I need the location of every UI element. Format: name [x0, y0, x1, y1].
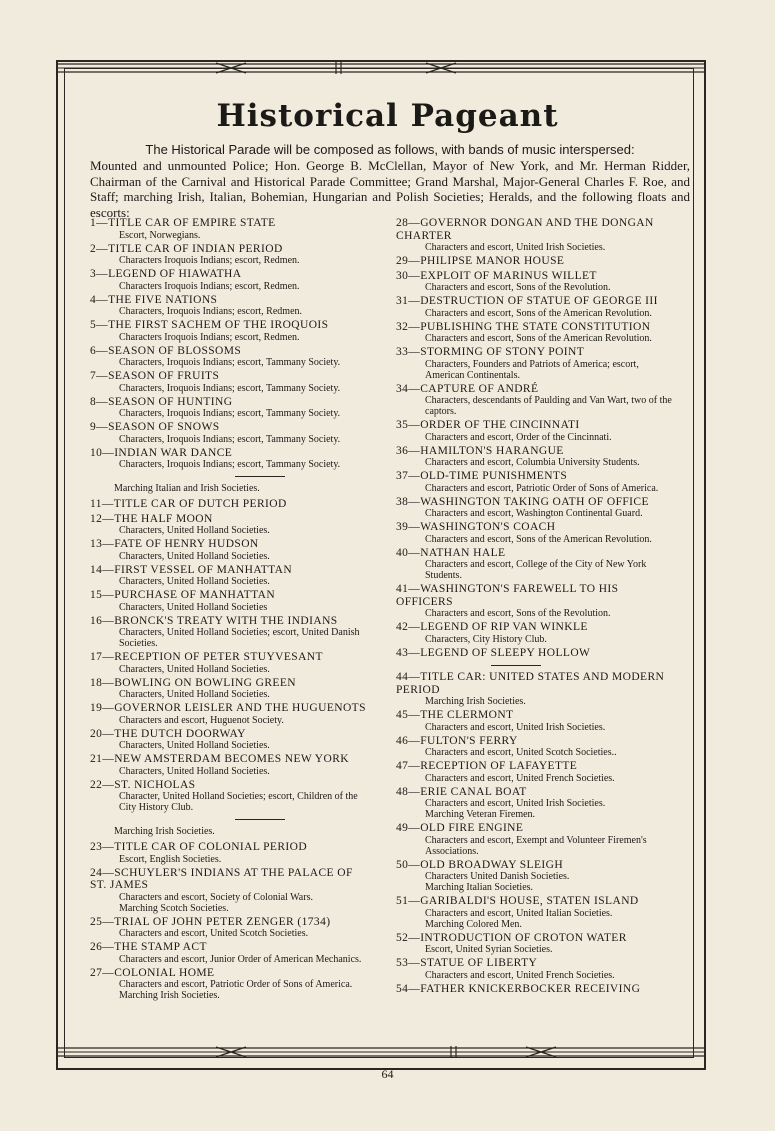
- entry-heading: [396, 735, 676, 748]
- entry-number: 31—: [396, 295, 421, 307]
- entry-number: 46—: [396, 734, 421, 747]
- entry-detail: Characters and escort, Order of the Cincinnati.: [425, 431, 612, 443]
- entry-title: WASHINGTON'S COACH: [420, 521, 556, 533]
- marching-note: Marching Irish Societies.: [425, 696, 526, 707]
- entry-title: SEASON OF FRUITS: [108, 370, 220, 382]
- entry-number: 53—: [396, 957, 421, 969]
- entry-title: RECEPTION OF PETER STUYVESANT: [114, 651, 323, 663]
- entry-heading: [90, 841, 370, 854]
- pageant-entry: [90, 651, 370, 675]
- pageant-entry: [90, 294, 370, 318]
- entry-heading: [396, 470, 676, 483]
- entry-title: WASHINGTON'S FAREWELL TO HIS OFFICERS: [396, 583, 619, 608]
- entry-heading: [90, 651, 370, 664]
- entry-heading: [90, 370, 370, 383]
- entry-number: 8—: [90, 395, 109, 408]
- entry-heading: [396, 547, 676, 560]
- pageant-entry: [90, 268, 370, 292]
- entry-heading: [396, 321, 676, 334]
- top-ornament: [56, 62, 706, 74]
- entry-number: 38—: [396, 495, 421, 508]
- entry-detail: Characters and escort, Washington Continental Guard.: [425, 508, 643, 519]
- entry-title: OLD BROADWAY SLEIGH: [420, 858, 564, 871]
- entry-detail: Characters and escort, United French Societies.: [425, 772, 615, 784]
- entry-number: 34—: [396, 382, 421, 395]
- entry-detail: Characters and escort, Huguenot Society.: [119, 714, 284, 726]
- entry-heading: [90, 243, 370, 256]
- entry-heading: [396, 760, 676, 773]
- entry-detail: Escort, United Syrian Societies.: [425, 944, 553, 955]
- entry-heading: [90, 268, 370, 281]
- entry-title: STATUE OF LIBERTY: [420, 957, 538, 969]
- pageant-entry: [90, 916, 370, 940]
- marching-note: Marching Scotch Societies.: [119, 902, 229, 914]
- pageant-entry: [90, 753, 370, 777]
- entry-number: 10—: [90, 446, 115, 459]
- entry-heading: [90, 564, 370, 577]
- right-column: [396, 217, 676, 997]
- entry-number: 43—: [396, 646, 421, 659]
- entry-number: 28—: [396, 217, 421, 229]
- entry-detail: Character, United Holland Societies; escort, Children of the City History Club.: [119, 791, 358, 813]
- entry-number: 19—: [90, 702, 115, 714]
- entry-detail: Characters, Iroquois Indians; escort, Tammany Society.: [119, 408, 341, 419]
- entry-number: 32—: [396, 320, 421, 333]
- entry-title: STORMING OF STONY POINT: [420, 346, 585, 358]
- entry-title: WASHINGTON TAKING OATH OF OFFICE: [420, 495, 649, 508]
- entry-heading: [90, 421, 370, 434]
- entry-number: 21—: [90, 753, 115, 765]
- entry-number: 3—: [90, 268, 109, 280]
- entry-number: 13—: [90, 538, 115, 550]
- entry-detail: Characters, United Holland Societies.: [119, 740, 270, 751]
- entry-title: ST. NICHOLAS: [114, 778, 196, 791]
- entry-detail: Characters, Iroquois Indians; escort, Tammany Society.: [119, 357, 341, 368]
- pageant-entry: [396, 255, 676, 268]
- entry-title: FATE OF HENRY HUDSON: [114, 538, 259, 550]
- entry-heading: [396, 621, 676, 634]
- pageant-entry: [90, 615, 370, 650]
- pageant-entry: [396, 321, 676, 345]
- entry-detail: Characters and escort, United Scotch Societies..: [425, 747, 617, 758]
- entry-detail: Characters Iroquois Indians; escort, Redmen.: [119, 255, 300, 266]
- entry-heading: [396, 957, 676, 970]
- pageant-entry: [90, 967, 370, 1002]
- entry-detail: Characters and escort, Sons of the American Revolution.: [425, 307, 652, 319]
- entry-heading: [90, 513, 370, 526]
- entry-detail: Characters and escort, United French Societies.: [425, 969, 615, 981]
- entry-number: 16—: [90, 614, 115, 627]
- entry-title: GOVERNOR DONGAN AND THE DONGAN CHARTER: [396, 217, 654, 242]
- entry-number: 50—: [396, 858, 421, 871]
- entry-number: 33—: [396, 346, 421, 358]
- entry-heading: [396, 496, 676, 509]
- entry-title: THE FIRST SACHEM OF THE IROQUOIS: [108, 319, 329, 331]
- entry-number: 35—: [396, 419, 421, 431]
- pageant-entry: [396, 270, 676, 294]
- entry-heading: [90, 319, 370, 332]
- entry-number: 7—: [90, 370, 109, 382]
- pageant-entry: [90, 217, 370, 241]
- entry-title: THE FIVE NATIONS: [108, 293, 218, 306]
- pageant-entry: [396, 521, 676, 545]
- entry-title: LEGEND OF RIP VAN WINKLE: [420, 621, 588, 633]
- entry-number: 23—: [90, 841, 115, 853]
- entry-title: THE HALF MOON: [114, 512, 213, 525]
- entry-title: ORDER OF THE CINCINNATI: [420, 419, 580, 431]
- entry-detail: Characters and escort, Sons of the Revolution.: [425, 608, 611, 619]
- entry-title: BRONCK'S TREATY WITH THE INDIANS: [114, 614, 338, 627]
- pageant-entry: [90, 589, 370, 613]
- entry-title: PHILIPSE MANOR HOUSE: [420, 255, 565, 267]
- entry-detail: Characters, United Holland Societies: [119, 601, 268, 613]
- entry-heading: [396, 445, 676, 458]
- pageant-entry: [396, 547, 676, 582]
- entry-heading: [90, 447, 370, 460]
- pageant-entry: [396, 735, 676, 759]
- entry-title: SEASON OF HUNTING: [108, 395, 233, 408]
- pageant-entry: [396, 647, 676, 660]
- entry-title: TITLE CAR OF COLONIAL PERIOD: [114, 841, 308, 853]
- pageant-entry: [396, 671, 676, 707]
- entry-number: 36—: [396, 444, 421, 457]
- entry-detail: Characters and escort, Columbia University Students.: [425, 457, 640, 468]
- entry-detail: Characters, Iroquois Indians; escort, Tammany Society.: [119, 382, 341, 394]
- entry-heading: [396, 895, 676, 908]
- entry-number: 11—: [90, 498, 114, 510]
- entry-heading: [396, 932, 676, 945]
- entry-detail: Characters and escort, Exempt and Volunteer Firemen's Associations.: [425, 834, 647, 857]
- pageant-entry: [90, 941, 370, 965]
- entry-detail: Characters Iroquois Indians; escort, Redmen.: [119, 280, 300, 292]
- entry-detail: Characters and escort, United Scotch Societies.: [119, 928, 309, 939]
- entry-number: 12—: [90, 512, 115, 525]
- pageant-entry: [396, 786, 676, 821]
- entry-number: 51—: [396, 895, 421, 907]
- pageant-entry: [90, 345, 370, 369]
- pageant-entry: [90, 513, 370, 537]
- entry-heading: [396, 671, 676, 696]
- entry-detail: Characters, Iroquois Indians; escort, Tammany Society.: [119, 459, 341, 470]
- pageant-entry: [396, 295, 676, 319]
- pageant-entry: [90, 538, 370, 562]
- page-number: 64: [381, 1067, 394, 1081]
- pageant-entry: [396, 859, 676, 894]
- entry-title: TRIAL OF JOHN PETER ZENGER (1734): [114, 915, 331, 928]
- entry-number: 24—: [90, 866, 115, 879]
- entry-title: GOVERNOR LEISLER AND THE HUGUENOTS: [114, 702, 366, 714]
- entry-heading: [90, 941, 370, 954]
- pageant-entry: [396, 932, 676, 956]
- entry-heading: [396, 419, 676, 432]
- entry-number: 26—: [90, 941, 115, 953]
- pageant-entry: [90, 319, 370, 343]
- entry-title: EXPLOIT OF MARINUS WILLET: [420, 269, 597, 282]
- entry-number: 44—: [396, 671, 421, 683]
- entry-title: NEW AMSTERDAM BECOMES NEW YORK: [114, 753, 349, 765]
- entry-title: PUBLISHING THE STATE CONSTITUTION: [420, 320, 651, 333]
- marching-note: Marching Irish Societies.: [114, 826, 215, 837]
- entry-heading: [90, 589, 370, 602]
- entry-detail: Characters and escort, United Italian Societies.: [425, 907, 613, 919]
- entry-title: THE DUTCH DOORWAY: [114, 727, 246, 740]
- entry-heading: [90, 916, 370, 929]
- entry-number: 20—: [90, 727, 115, 740]
- pageant-entry: [396, 983, 676, 996]
- entry-heading: [90, 702, 370, 715]
- entry-number: 29—: [396, 255, 421, 267]
- entry-number: 48—: [396, 785, 421, 798]
- pageant-entry: [396, 621, 676, 645]
- entry-title: TITLE CAR OF EMPIRE STATE: [108, 217, 276, 229]
- bottom-ornament: [56, 1046, 706, 1058]
- entry-title: FIRST VESSEL OF MANHATTAN: [114, 563, 293, 576]
- entry-title: TITLE CAR OF DUTCH PERIOD: [113, 498, 287, 510]
- entry-heading: [90, 615, 370, 628]
- entry-title: FULTON'S FERRY: [420, 734, 518, 747]
- entry-number: 18—: [90, 676, 115, 689]
- pageant-entry: [396, 470, 676, 494]
- entry-detail: Characters, United Holland Societies; escort, United Danish Societies.: [119, 627, 360, 649]
- entry-heading: [396, 346, 676, 359]
- entry-title: COLONIAL HOME: [114, 966, 215, 979]
- entry-number: 30—: [396, 269, 421, 282]
- left-column: [90, 217, 370, 1003]
- marching-note: Marching Veteran Firemen.: [425, 809, 536, 820]
- entry-detail: Characters and escort, Sons of the American Revolution.: [425, 533, 652, 545]
- entry-heading: [396, 270, 676, 283]
- entry-detail: Escort, Norwegians.: [119, 229, 201, 241]
- entry-title: OLD-TIME PUNISHMENTS: [420, 470, 568, 482]
- entry-heading: [396, 217, 676, 242]
- pageant-entry: [396, 957, 676, 981]
- pageant-entry: [90, 867, 370, 914]
- pageant-entry: [396, 346, 676, 381]
- pageant-entry: [396, 496, 676, 520]
- entry-heading: [396, 295, 676, 308]
- entry-title: THE STAMP ACT: [114, 941, 207, 953]
- entry-detail: Characters United Danish Societies.: [425, 871, 570, 882]
- entry-detail: Characters, Founders and Patriots of America; escort, American Continentals.: [425, 358, 639, 381]
- entry-title: HAMILTON'S HARANGUE: [420, 444, 564, 457]
- pageant-entry: [90, 677, 370, 701]
- entry-number: 40—: [396, 546, 421, 559]
- entry-number: 49—: [396, 822, 421, 834]
- entry-number: 2—: [90, 242, 109, 255]
- entry-heading: [90, 345, 370, 358]
- entry-detail: Characters, Iroquois Indians; escort, Redmen.: [119, 306, 303, 317]
- entry-title: INDIAN WAR DANCE: [114, 446, 233, 459]
- entry-number: 14—: [90, 563, 115, 576]
- section-divider: [491, 665, 541, 666]
- entry-detail: Characters, United Holland Societies.: [119, 550, 270, 562]
- entry-heading: [396, 255, 676, 268]
- entry-title: CAPTURE OF ANDRÉ: [420, 382, 539, 395]
- entry-number: 6—: [90, 344, 109, 357]
- entry-detail: Characters Iroquois Indians; escort, Redmen.: [119, 331, 300, 343]
- entry-detail: Characters, United Holland Societies.: [119, 689, 270, 700]
- entry-number: 22—: [90, 778, 115, 791]
- entry-title: BOWLING ON BOWLING GREEN: [114, 676, 296, 689]
- entry-title: RECEPTION OF LAFAYETTE: [420, 760, 578, 772]
- entry-number: 17—: [90, 651, 115, 663]
- page-title: Historical Pageant: [216, 98, 559, 134]
- entry-heading: [90, 294, 370, 307]
- entry-heading: [90, 728, 370, 741]
- pageant-entry: [396, 760, 676, 784]
- entry-heading: [90, 217, 370, 230]
- entry-title: FATHER KNICKERBOCKER RECEIVING: [420, 982, 641, 995]
- entry-heading: [396, 983, 676, 996]
- entry-detail: Characters, descendants of Paulding and Van Wart, two of the captors.: [425, 395, 672, 417]
- entry-heading: [90, 753, 370, 766]
- pageant-entry: [396, 419, 676, 443]
- entry-detail: Characters and escort, Junior Order of American Mechanics.: [119, 953, 362, 965]
- pageant-entry: [90, 243, 370, 267]
- entry-title: TITLE CAR OF INDIAN PERIOD: [108, 242, 283, 255]
- entry-number: 27—: [90, 966, 115, 979]
- entry-number: 1—: [90, 217, 109, 229]
- pageant-entry: [396, 383, 676, 418]
- pageant-entry: [90, 728, 370, 752]
- pageant-entry: [90, 841, 370, 865]
- pageant-entry: [90, 779, 370, 814]
- pageant-entry: [396, 822, 676, 857]
- entry-number: 25—: [90, 915, 115, 928]
- entry-detail: Characters, Iroquois Indians; escort, Tammany Society.: [119, 433, 341, 445]
- entry-detail: Characters, City History Club.: [425, 633, 547, 645]
- marching-note: Marching Italian and Irish Societies.: [114, 483, 260, 494]
- pageant-entry: [396, 445, 676, 469]
- entry-detail: Characters, United Holland Societies.: [119, 765, 270, 777]
- entry-number: 42—: [396, 621, 421, 633]
- entry-detail: Characters and escort, Sons of the Revolution.: [425, 282, 611, 293]
- entry-number: 47—: [396, 760, 421, 772]
- entry-heading: [396, 709, 676, 722]
- entry-title: PURCHASE OF MANHATTAN: [114, 589, 276, 601]
- entry-heading: [90, 867, 370, 892]
- entry-heading: [90, 779, 370, 792]
- entry-heading: [90, 967, 370, 980]
- marching-note: Marching Irish Societies.: [119, 990, 220, 1001]
- entry-number: 37—: [396, 470, 421, 482]
- entry-title: ERIE CANAL BOAT: [420, 785, 527, 798]
- entry-detail: Characters and escort, College of the City of New York Students.: [425, 559, 647, 581]
- pageant-entry: [396, 583, 676, 619]
- entry-detail: Characters and escort, Patriotic Order of Sons of America.: [119, 979, 353, 990]
- entry-heading: [396, 383, 676, 396]
- pageant-entry: [90, 396, 370, 420]
- entry-number: 52—: [396, 931, 421, 944]
- entry-heading: [396, 583, 676, 608]
- entry-detail: Characters and escort, Patriotic Order of Sons of America.: [425, 482, 659, 494]
- entry-title: SCHUYLER'S INDIANS AT THE PALACE OF ST. JAMES: [90, 866, 353, 891]
- entry-number: 5—: [90, 319, 109, 331]
- marching-note: Marching Italian Societies.: [425, 882, 534, 893]
- entry-number: 41—: [396, 583, 421, 595]
- entry-number: 45—: [396, 709, 421, 721]
- entry-detail: Characters and escort, United Irish Societies.: [425, 242, 606, 253]
- entry-number: 54—: [396, 982, 421, 995]
- section-divider: [235, 476, 285, 477]
- entry-title: THE CLERMONT: [420, 709, 514, 721]
- page-subtitle: The Historical Parade will be composed as follows, with bands of music interspersed:: [145, 142, 635, 157]
- entry-number: 39—: [396, 521, 421, 533]
- entry-heading: [90, 396, 370, 409]
- entry-detail: Characters and escort, Society of Colonial Wars.: [119, 891, 313, 903]
- pageant-entry: [90, 421, 370, 445]
- pageant-entry: [396, 709, 676, 733]
- entry-heading: [396, 786, 676, 799]
- entry-title: GARIBALDI'S HOUSE, STATEN ISLAND: [420, 895, 639, 907]
- pageant-entry: [90, 370, 370, 394]
- entry-detail: Characters and escort, United Irish Societies.: [425, 721, 606, 733]
- pageant-entry: [90, 564, 370, 588]
- entry-heading: [90, 677, 370, 690]
- entry-heading: [396, 521, 676, 534]
- entry-title: SEASON OF SNOWS: [108, 421, 220, 433]
- entry-title: NATHAN HALE: [420, 546, 506, 559]
- entry-detail: Characters, United Holland Societies.: [119, 663, 270, 675]
- entry-heading: [90, 498, 370, 511]
- entry-heading: [396, 647, 676, 660]
- marching-note: Marching Colored Men.: [425, 918, 522, 930]
- entry-heading: [396, 859, 676, 872]
- entry-title: LEGEND OF SLEEPY HOLLOW: [420, 646, 591, 659]
- pageant-entry: [90, 498, 370, 511]
- pageant-entry: [396, 895, 676, 930]
- pageant-entry: [396, 217, 676, 253]
- entry-detail: Characters and escort, Sons of the American Revolution.: [425, 333, 652, 344]
- entry-title: TITLE CAR: UNITED STATES AND MODERN PERIOD: [396, 671, 665, 696]
- entry-title: INTRODUCTION OF CROTON WATER: [420, 931, 627, 944]
- entry-title: LEGEND OF HIAWATHA: [108, 268, 242, 280]
- entry-number: 4—: [90, 293, 109, 306]
- entry-title: DESTRUCTION OF STATUE OF GEORGE III: [420, 295, 658, 307]
- pageant-entry: [90, 702, 370, 726]
- entry-number: 9—: [90, 421, 109, 433]
- entry-title: SEASON OF BLOSSOMS: [108, 344, 242, 357]
- entry-number: 15—: [90, 589, 115, 601]
- intro-paragraph: Mounted and unmounted Police; Hon. George B. McClellan, Mayor of New York, and Mr. Herman Ridder, Chairman of the Carnival and Historical Parade Committee; Grand Marshal, Major-General Charles F. Roe, and Staff; marching Irish, Italian, Bohemian, Hungarian and Polish Societies; Heralds, and the following floats and escorts:: [90, 158, 690, 220]
- entry-detail: Escort, English Societies.: [119, 853, 222, 865]
- entry-heading: [90, 538, 370, 551]
- pageant-entry: [90, 447, 370, 471]
- entry-detail: Characters and escort, United Irish Societies.: [425, 798, 606, 809]
- section-divider: [235, 819, 285, 820]
- entry-detail: Characters, United Holland Societies.: [119, 525, 270, 536]
- entry-detail: Characters, United Holland Societies.: [119, 576, 270, 587]
- entry-heading: [396, 822, 676, 835]
- entry-title: OLD FIRE ENGINE: [420, 822, 524, 834]
